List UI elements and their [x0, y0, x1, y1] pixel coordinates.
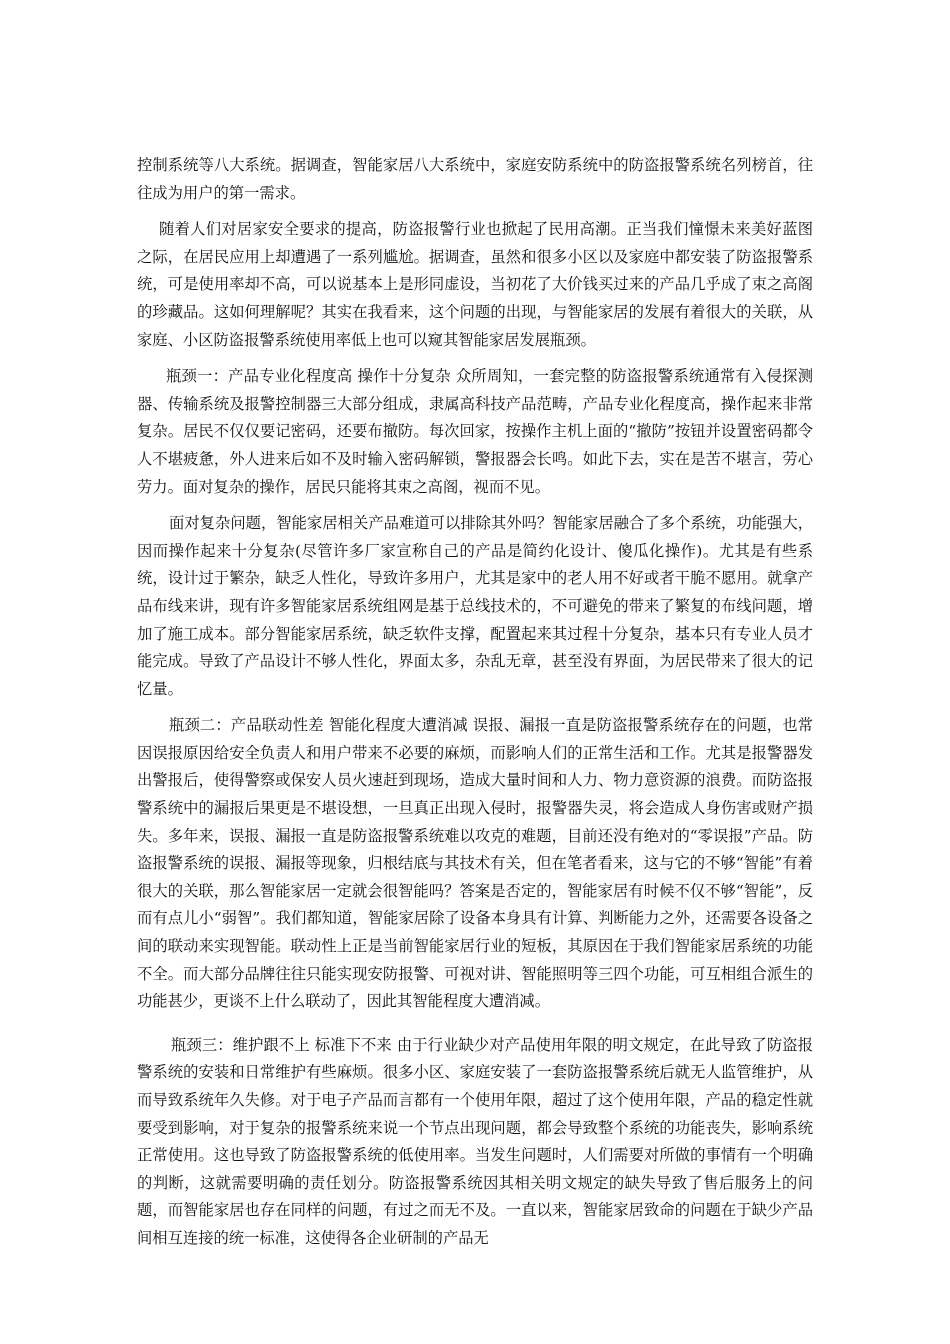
- paragraph-intro-continued: 控制系统等八大系统。据调查，智能家居八大系统中，家庭安防系统中的防盗报警系统名列榜首，往往成为用户的第一需求。: [137, 156, 813, 202]
- paragraph-security-demand: 随着人们对居家安全要求的提高，防盗报警行业也掀起了民用高潮。正当我们憧憬未来美好蓝图之际，在居民应用上却遭遇了一系列尴尬。据调查，虽然和很多小区以及家庭中都安装了防盗报警系统，可是使用率却不高，可以说基本上是形同虚设，当初花了大价钱买过来的产品几乎成了束之高阁的珍藏品。这如何理解呢？其实在我看来，这个问题的出现，与智能家居的发展有着很大的关联，从家庭、小区防盗报警系统使用率低上也可以窥其智能家居发展瓶颈。: [137, 220, 813, 349]
- paragraph-complexity: 面对复杂问题，智能家居相关产品难道可以排除其外吗？智能家居融合了多个系统，功能强大，因而操作起来十分复杂(尽管许多厂家宣称自己的产品是简约化设计、傻瓜化操作)。尤其是有些系统，设计过于繁杂，缺乏人性化，导致许多用户，尤其是家中的老人用不好或者干脆不愿用。就拿产品布线来讲，现有许多智能家居系统组网是基于总线技术的，不可避免的带来了繁复的布线问题，增加了施工成本。部分智能家居系统，缺乏软件支撑，配置起来其过程十分复杂，基本只有专业人员才能完成。导致了产品设计不够人性化，界面太多，杂乱无章，甚至没有界面，为居民带来了很大的记忆量。: [137, 514, 813, 698]
- paragraph-bottleneck-two: 瓶颈二：产品联动性差 智能化程度大遭消减 误报、漏报一直是防盗报警系统存在的问题，也常因误报原因给安全负责人和用户带来不必要的麻烦，而影响人们的正常生活和工作。尤其是报警器发出警报后，使得警察或保安人员火速赶到现场，造成大量时间和人力、物力意资源的浪费。而防盗报警系统中的漏报后果更是不堪设想，一旦真正出现入侵时，报警器失灵，将会造成人身伤害或财产损失。多年来，误报、漏报一直是防盗报警系统难以攻克的难题，目前还没有绝对的“零误报”产品。防盗报警系统的误报、漏报等现象，归根结底与其技术有关，但在笔者看来，这与它的不够“智能”有着很大的关联，那么智能家居一定就会很智能吗？答案是否定的，智能家居有时候不仅不够“智能”，反而有点儿小“弱智”。我们都知道，智能家居除了设备本身具有计算、判断能力之外，还需要各设备之间的联动来实现智能。联动性上正是当前智能家居行业的短板，其原因在于我们智能家居系统的功能不全。而大部分品牌往往只能实现安防报警、可视对讲、智能照明等三四个功能，可互相组合派生的功能甚少，更谈不上什么联动了，因此其智能程度大遭消减。: [137, 716, 813, 1011]
- document-body: [137, 152, 813, 1262]
- paragraph-bottleneck-one: 瓶颈一：产品专业化程度高 操作十分复杂 众所周知，一套完整的防盗报警系统通常有入侵探测器、传输系统及报警控制器三大部分组成，隶属高科技产品范畴，产品专业化程度高，操作起来非常复杂。居民不仅仅要记密码，还要布撤防。每次回家，按操作主机上面的“撤防”按钮并设置密码都令人不堪疲惫，外人进来后如不及时输入密码解锁，警报器会长鸣。如此下去，实在是苦不堪言，劳心劳力。面对复杂的操作，居民只能将其束之高阁，视而不见。: [137, 367, 813, 496]
- paragraph-bottleneck-three: 瓶颈三：维护跟不上 标准下不来 由于行业缺少对产品使用年限的明文规定，在此导致了防盗报警系统的安装和日常维护有些麻烦。很多小区、家庭安装了一套防盗报警系统后就无人监管维护，从而导致系统年久失修。对于电子产品而言都有一个使用年限，超过了这个使用年限，产品的稳定性就要受到影响，对于复杂的报警系统来说一个节点出现问题，都会导致整个系统的功能丧失，影响系统正常使用。这也导致了防盗报警系统的低使用率。当发生问题时，人们需要对所做的事情有一个明确的判断，这就需要明确的责任划分。防盗报警系统因其相关明文规定的缺失导致了售后服务上的问题，而智能家居也存在同样的问题，有过之而无不及。一直以来，智能家居致命的问题在于缺少产品间相互连接的统一标准，这使得各企业研制的产品无: [137, 1035, 813, 1247]
